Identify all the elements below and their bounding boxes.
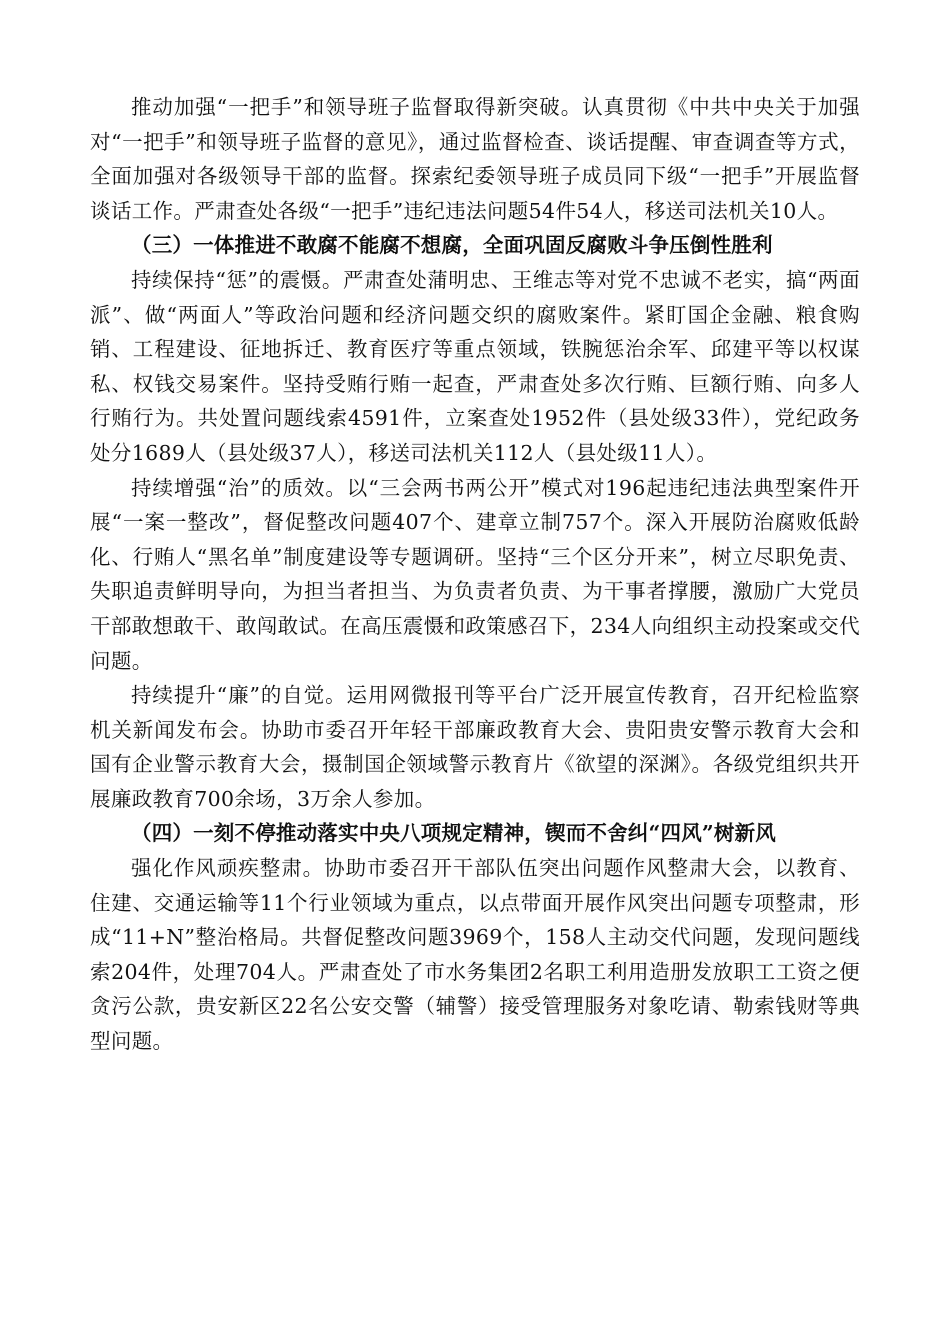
paragraph-work-style-rectification: 强化作风顽疾整肃。协助市委召开干部队伍突出问题作风整肃大会，以教育、住建、交通运输等11个行业领域为重点，以点带面开展作风突出问题专项整肃，形成“11+N”整治格局。共督促整改问题3969个，158人主动交代问题，发现问题线索204件，处理704人。严肃查处了市水务集团2名职工利用造册发放职工工资之便贪污公款，贵安新区22名公安交警（辅警）接受管理服务对象吃请、勒索钱财等典型问题。 [90,856,860,1054]
paragraph-integrity-awareness: 持续提升“廉”的自觉。运用网微报刊等平台广泛开展宣传教育，召开纪检监察机关新闻发布会。协助市委召开年轻干部廉政教育大会、贵阳贵安警示教育大会和国有企业警示教育大会，摄制国企领域警示教育片《欲望的深渊》。各级党组织共开展廉政教育700余场，3万余人参加。 [90,683,860,811]
paragraph-punishment-deterrence: 持续保持“惩”的震慑。严肃查处蒲明忠、王维志等对党不忠诚不老实，搞“两面派”、做“两面人”等政治问题和经济问题交织的腐败案件。紧盯国企金融、粮食购销、工程建设、征地拆迁、教育医疗等重点领域，铁腕惩治余军、邱建平等以权谋私、权钱交易案件。坚持受贿行贿一起查，严肃查处多次行贿、巨额行贿、向多人行贿行为。共处置问题线索4591件，立案查处1952件（县处级33件），党纪政务处分1689人（县处级37人），移送司法机关112人（县处级11人）。 [90,267,860,465]
paragraph-governance-effectiveness: 持续增强“治”的质效。以“三会两书两公开”模式对196起违纪违法典型案件开展“一案一整改”，督促整改问题407个、建章立制757个。深入开展防治腐败低龄化、行贿人“黑名单”制度建设等专题调研。坚持“三个区分开来”，树立尽职免责、失职追责鲜明导向，为担当者担当、为负责者负责、为干事者撑腰，激励广大党员干部敢想敢干、敢闯敢试。在高压震慑和政策感召下，234人向组织主动投案或交代问题。 [90,475,860,673]
paragraph-yibashou-supervision: 推动加强“一把手”和领导班子监督取得新突破。认真贯彻《中共中央关于加强对“一把手”和领导班子监督的意见》，通过监督检查、谈话提醒、审查调查等方式，全面加强对各级领导干部的监督。探索纪委领导班子成员同下级“一把手”开展监督谈话工作。严肃查处各级“一把手”违纪违法问题54件54人，移送司法机关10人。 [90,95,860,223]
section-heading-4: （四）一刻不停推动落实中央八项规定精神，锲而不舍纠“四风”树新风 [131,821,776,846]
section-heading-3: （三）一体推进不敢腐不能腐不想腐，全面巩固反腐败斗争压倒性胜利 [131,233,773,258]
document-page [90,90,860,1059]
